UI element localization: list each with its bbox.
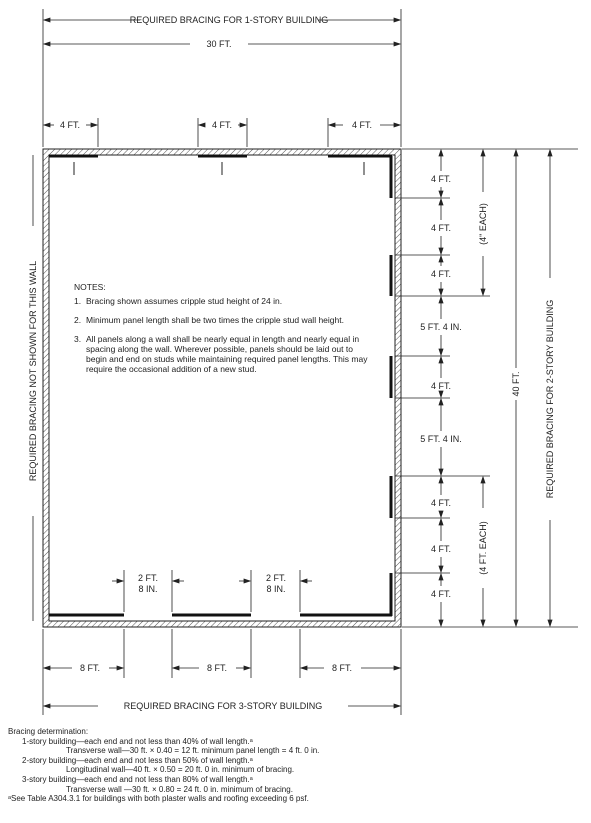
note-item — [74, 296, 370, 306]
note-item — [74, 334, 370, 374]
bottom-panel-label-1: 8 FT. — [79, 663, 101, 673]
left-wall-label: REQUIRED BRACING NOT SHOWN FOR THIS WALL — [28, 260, 38, 482]
bracing-line: 1-story building—each end and not less than 40% of wall length.ᵃ — [22, 736, 253, 746]
gap-label-2a: 2 FT. — [265, 573, 287, 583]
each-lower-label: (4 FT. EACH) — [478, 521, 488, 575]
right-panel-label-7: 4 FT. — [430, 589, 452, 599]
title-1-story: REQUIRED BRACING FOR 1-STORY BUILDING — [129, 15, 329, 25]
bracing-line: Longitudinal wall—40 ft. × 0.50 = 20 ft. 0 in. minimum of bracing. — [66, 765, 295, 775]
note-number: 3. — [74, 334, 82, 344]
right-panel-label-4: 4 FT. — [430, 381, 452, 391]
height-dimension: 40 FT. — [511, 371, 521, 397]
bracing-line: Transverse wall—30 ft. × 0.40 = 12 ft. minimum panel length = 4 ft. 0 in. — [66, 746, 320, 756]
note-item — [74, 315, 370, 325]
bracing-heading: Bracing determination: — [8, 727, 89, 736]
top-panel-label-2: 4 FT. — [211, 120, 233, 130]
bracing-footnote: ᵃSee Table A304.3.1 for buildings with both plaster walls and roofing exceeding 6 psf. — [8, 794, 309, 804]
note-text: Minimum panel length shall be two times the cripple stud wall height. — [86, 315, 344, 325]
bottom-panel-label-3: 8 FT. — [331, 663, 353, 673]
notes-list — [74, 296, 370, 374]
gap-label-2b: 8 IN. — [266, 584, 286, 594]
bracing-line: Transverse wall —30 ft. × 0.80 = 24 ft. 0 in. minimum of bracing. — [66, 784, 293, 794]
width-dimension: 30 FT. — [206, 39, 232, 49]
title-2-story: REQUIRED BRACING FOR 2-STORY BUILDING — [545, 299, 555, 499]
bracing-panels — [49, 156, 392, 616]
title-3-story: REQUIRED BRACING FOR 3-STORY BUILDING — [123, 701, 323, 711]
building-walls — [43, 149, 401, 627]
right-panel-label-2: 4 FT. — [430, 223, 452, 233]
gap-label-1b: 8 IN. — [138, 584, 158, 594]
bottom-panel-label-2: 8 FT. — [206, 663, 228, 673]
bracing-line: 3-story building—each end and not less than 80% of wall length.ᵃ — [22, 774, 253, 784]
notes-title: NOTES: — [74, 282, 106, 292]
right-panel-label-3: 4 FT. — [430, 269, 452, 279]
note-number: 2. — [74, 315, 82, 325]
bracing-determination — [8, 727, 588, 804]
gap-label-1a: 2 FT. — [137, 573, 159, 583]
note-text: Bracing shown assumes cripple stud height of 24 in. — [86, 296, 283, 306]
right-panel-label-5: 4 FT. — [430, 498, 452, 508]
top-panel-label-1: 4 FT. — [59, 120, 81, 130]
right-panel-label-6: 4 FT. — [430, 544, 452, 554]
notes-block — [74, 282, 370, 383]
note-number: 1. — [74, 296, 82, 306]
right-spacing-label-2: 5 FT. 4 IN. — [420, 434, 462, 444]
panel-ticks — [74, 162, 364, 175]
each-upper-label: (4" EACH) — [478, 203, 488, 245]
right-panel-label-1: 4 FT. — [430, 174, 452, 184]
top-panel-label-3: 4 FT. — [351, 120, 373, 130]
note-text: All panels along a wall shall be nearly equal in length and nearly equal in spacing along the wall. Wherever possible, panels should be laid out to begin and end on studs while maintaining required panel lengths. This may require the occasional addition of a new stud. — [86, 334, 368, 374]
right-spacing-label-1: 5 FT. 4 IN. — [420, 322, 462, 332]
bracing-line: 2-story building—each end and not less than 50% of wall length.ᵃ — [22, 755, 253, 765]
